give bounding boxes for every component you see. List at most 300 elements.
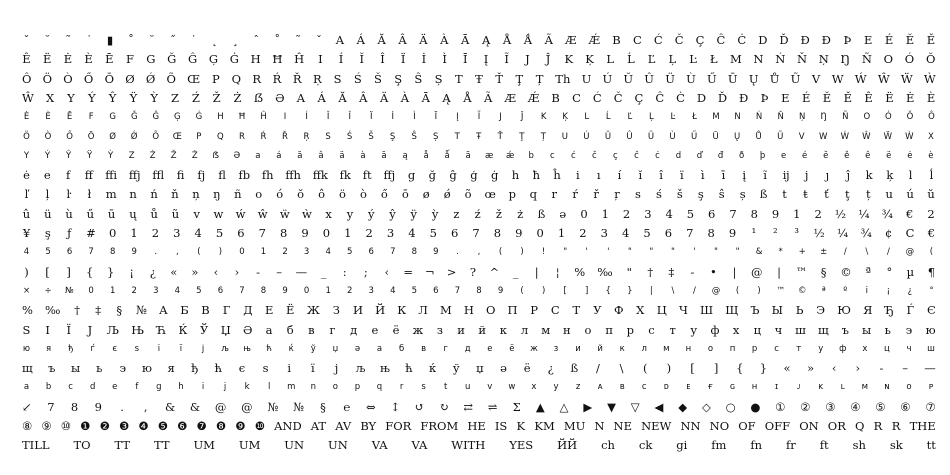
glyph: 2: [131, 285, 137, 296]
glyph: _: [320, 264, 327, 279]
glyph: E: [781, 90, 790, 105]
glyph: .: [154, 247, 158, 258]
glyph: ③: [825, 399, 836, 414]
glyph: 2: [927, 206, 935, 221]
glyph: ↻: [439, 399, 449, 414]
glyph: D: [696, 90, 707, 105]
glyph: Ŧ: [475, 71, 483, 86]
glyph: Г: [222, 303, 231, 318]
glyph: OF: [738, 419, 756, 433]
glyph: fj: [197, 168, 206, 183]
glyph: Ř: [292, 71, 302, 86]
glyph: ж: [412, 322, 424, 337]
glyph: ft: [362, 168, 372, 183]
glyph: {: [736, 361, 744, 376]
glyph: n: [310, 382, 316, 393]
glyph: 5: [346, 247, 353, 258]
glyph: ½: [813, 226, 825, 240]
glyph: 4: [390, 285, 396, 296]
glyph: ž: [495, 206, 502, 221]
glyph: s: [635, 187, 641, 202]
glyph: .: [120, 399, 124, 414]
glyph: (: [197, 247, 201, 258]
glyph: ş: [697, 187, 704, 202]
glyph: ł: [87, 187, 92, 202]
glyph: Љ: [106, 322, 120, 337]
glyph: ɢ: [729, 382, 736, 393]
glyph: p: [354, 382, 361, 393]
glyph: Ū: [727, 71, 738, 86]
glyph: Σ: [512, 399, 521, 414]
glyph: °: [886, 264, 893, 279]
glyph: ч: [774, 322, 783, 337]
glyph: ё: [523, 361, 531, 376]
glyph: ş: [44, 226, 51, 240]
glyph: ˚: [274, 33, 281, 47]
glyph: Ü: [665, 71, 675, 86]
glyph: 2: [365, 226, 373, 240]
glyph: ß: [570, 361, 579, 376]
glyph: À: [400, 90, 410, 105]
glyph: ı: [596, 168, 601, 183]
glyph: Ŏ: [906, 112, 914, 123]
glyph: Ǿ: [130, 131, 138, 142]
glyph: ņ: [192, 187, 200, 202]
glyph: ᴋ: [818, 382, 824, 393]
glyph: NO: [709, 419, 730, 433]
glyph: Í: [305, 112, 308, 123]
glyph: 0: [239, 247, 245, 258]
glyph: Э: [816, 303, 826, 318]
glyph: §: [116, 303, 123, 318]
glyph: С: [550, 303, 560, 318]
glyph: 4: [621, 226, 630, 240]
glyph: (: [520, 285, 524, 296]
glyph: é: [802, 150, 808, 161]
glyph: WITH: [451, 438, 486, 453]
glyph: Ń: [755, 112, 763, 123]
glyph: M: [712, 112, 720, 123]
glyph: ¬: [425, 264, 435, 279]
glyph: L: [584, 112, 590, 123]
glyph: Џ: [220, 322, 231, 337]
glyph: ы: [70, 361, 81, 376]
glyph-row: [22, 89, 936, 108]
glyph: Q: [217, 131, 224, 142]
glyph: ї: [311, 361, 315, 376]
glyph: VA: [411, 438, 428, 453]
glyph: fl: [218, 168, 226, 183]
glyph: k: [865, 168, 873, 183]
glyph: Đ: [738, 90, 749, 105]
glyph: ○: [725, 399, 736, 414]
glyph: ™: [795, 264, 808, 279]
glyph: ⇌: [487, 399, 498, 414]
glyph: AT: [310, 419, 327, 433]
glyph: Ä: [419, 33, 428, 47]
glyph: ▮: [106, 33, 114, 47]
glyph: ĕ: [823, 150, 829, 161]
glyph: Ç: [634, 90, 644, 105]
glyph: ȷ: [825, 168, 830, 183]
glyph: &: [164, 399, 176, 414]
glyph: Ţ: [515, 71, 524, 86]
glyph: ④: [850, 399, 861, 414]
glyph: 9: [433, 247, 439, 258]
glyph: ❼: [196, 419, 207, 433]
glyph: Ž: [212, 90, 221, 105]
glyph: △: [559, 399, 569, 414]
glyph-row: [22, 166, 936, 185]
glyph: э: [119, 361, 127, 376]
glyph: R: [252, 71, 262, 86]
glyph: ǿ: [443, 187, 451, 202]
glyph: +: [798, 247, 806, 258]
glyph: ON: [799, 419, 819, 433]
glyph: Â: [359, 90, 368, 105]
glyph: N: [734, 112, 741, 123]
glyph: FOR: [385, 419, 412, 433]
glyph: %: [22, 303, 33, 318]
glyph: Ѓ: [906, 303, 915, 318]
glyph: À: [440, 33, 449, 47]
glyph: e: [781, 150, 787, 161]
glyph: F: [126, 52, 134, 67]
glyph: Ó: [904, 52, 915, 67]
glyph: Ĭ: [326, 112, 330, 123]
glyph: @: [751, 264, 763, 279]
glyph: É: [884, 33, 894, 47]
glyph: Ș: [432, 131, 439, 142]
glyph: ø: [422, 187, 430, 202]
glyph: fm: [711, 438, 727, 453]
glyph: Õ: [152, 131, 160, 142]
glyph: C: [905, 226, 915, 240]
glyph: Ù: [669, 131, 676, 142]
glyph: ѓ: [90, 343, 95, 354]
glyph: Ģ: [174, 112, 181, 123]
glyph: у: [690, 322, 698, 337]
glyph: |: [777, 264, 782, 279]
glyph: KM: [534, 419, 555, 433]
glyph: ,: [477, 247, 481, 258]
glyph: Ǿ: [145, 71, 156, 86]
glyph: Ĵ: [545, 52, 551, 67]
glyph: 7: [88, 247, 94, 258]
glyph: Î: [380, 52, 385, 67]
glyph: 0: [322, 226, 331, 240]
glyph: B: [551, 90, 560, 105]
glyph: YES: [509, 438, 534, 453]
glyph: ▶: [583, 399, 593, 414]
glyph: Ļ: [668, 52, 677, 67]
glyph: Č: [613, 90, 623, 105]
glyph: h: [178, 382, 184, 393]
glyph: е: [487, 343, 493, 354]
glyph: z: [453, 206, 460, 221]
glyph: ¡: [886, 285, 891, 296]
glyph: Á: [317, 90, 326, 105]
glyph: ↺: [414, 399, 425, 414]
glyph: Ā: [461, 33, 470, 47]
glyph: 7: [729, 206, 737, 221]
glyph: È: [45, 112, 51, 123]
glyph: 2: [282, 247, 288, 258]
glyph: х: [732, 322, 740, 337]
glyph: М: [440, 303, 452, 318]
glyph: ●: [750, 399, 761, 414]
glyph: Ŀ: [689, 52, 697, 67]
glyph: \: [865, 247, 869, 258]
glyph: ª: [821, 285, 826, 296]
glyph: Ŷ: [65, 150, 72, 161]
glyph: Ė: [906, 90, 915, 105]
glyph: sh: [852, 438, 866, 453]
glyph: á: [276, 150, 282, 161]
glyph: d: [675, 150, 682, 161]
glyph: ˘: [148, 33, 155, 47]
glyph: ❷: [99, 419, 110, 433]
glyph: Ň: [777, 112, 784, 123]
glyph: †: [647, 264, 654, 279]
glyph: 3: [644, 206, 652, 221]
glyph: Ŭ: [623, 71, 634, 86]
glyph: ğ: [428, 168, 436, 183]
glyph: Ņ: [799, 112, 806, 123]
glyph: ¸: [232, 33, 239, 47]
glyph: №: [267, 399, 279, 414]
glyph: ▽: [630, 399, 640, 414]
glyph: ц: [753, 322, 761, 337]
glyph: 4: [408, 226, 416, 240]
glyph: ˝: [169, 33, 176, 47]
glyph: ▼: [607, 399, 616, 414]
glyph: ń: [150, 187, 158, 202]
glyph: и: [575, 343, 581, 354]
glyph: 7: [686, 226, 694, 240]
glyph: ț: [865, 187, 871, 202]
glyph: ÷: [44, 285, 52, 296]
glyph: Ħ: [238, 112, 246, 123]
glyph: ŏ: [297, 187, 305, 202]
glyph: i: [865, 285, 869, 296]
glyph: Ķ: [585, 52, 594, 67]
glyph: _: [512, 264, 519, 279]
glyph: Ų: [734, 131, 741, 142]
glyph: Ď: [779, 33, 789, 47]
glyph: UN: [328, 438, 348, 453]
glyph-row: [22, 205, 936, 224]
glyph-row: [22, 70, 936, 89]
glyph: 9: [728, 226, 737, 240]
glyph: Л: [418, 303, 428, 318]
glyph: ь: [884, 322, 891, 337]
glyph: Ą: [442, 90, 451, 105]
glyph: a: [23, 382, 30, 393]
glyph: ffk: [312, 168, 328, 183]
glyph: 8: [493, 226, 502, 240]
glyph: к: [499, 322, 507, 337]
glyph: 3: [600, 226, 608, 240]
glyph: 4: [325, 247, 331, 258]
glyph: J: [499, 112, 502, 123]
glyph: [: [45, 264, 50, 279]
glyph: Я: [863, 303, 873, 318]
glyph-row: [22, 263, 936, 282]
glyph: ‡: [668, 264, 675, 279]
glyph: ": [563, 247, 568, 258]
glyph: з: [436, 322, 444, 337]
glyph: ъ: [841, 322, 849, 337]
glyph: Ú: [583, 131, 590, 142]
glyph: Ĥ: [260, 112, 267, 123]
glyph: ǽ: [506, 150, 515, 161]
glyph: \: [619, 361, 624, 376]
glyph: 2: [622, 206, 631, 221]
glyph: ): [541, 285, 546, 296]
glyph-row: [22, 147, 936, 166]
glyph: Ń: [775, 52, 786, 67]
glyph: (: [735, 285, 740, 296]
glyph: И: [352, 303, 363, 318]
glyph: Щ: [725, 303, 739, 318]
glyph: ⑦: [925, 399, 936, 414]
glyph: Ň: [796, 52, 808, 67]
glyph: |: [732, 264, 737, 279]
glyph: г: [329, 322, 336, 337]
glyph: ⑧: [22, 419, 33, 433]
glyph: м: [663, 343, 670, 354]
glyph: ˜: [65, 33, 72, 47]
glyph: ¿: [149, 264, 156, 279]
glyph: џ: [476, 361, 484, 376]
glyph: ^: [489, 264, 500, 279]
glyph: ɴ: [884, 382, 890, 393]
glyph: õ: [464, 187, 472, 202]
glyph: 8: [70, 399, 79, 414]
glyph: ↕: [390, 399, 400, 414]
glyph: 0: [536, 226, 544, 240]
glyph: Ô: [22, 71, 32, 86]
glyph: Ē: [66, 112, 73, 123]
glyph: 9: [515, 226, 523, 240]
glyph: e: [112, 382, 118, 393]
glyph: ❻: [177, 419, 188, 433]
glyph: ß: [537, 206, 546, 221]
glyph: Ğ: [130, 112, 138, 123]
glyph: ќ: [288, 343, 294, 354]
glyph: Ẅ: [883, 131, 893, 142]
glyph: †: [74, 303, 80, 318]
glyph: о: [584, 322, 592, 337]
glyph: ¡: [129, 264, 135, 279]
glyph: đ: [717, 150, 724, 161]
glyph: Ç: [695, 33, 705, 47]
glyph: ': [693, 247, 696, 258]
glyph: I: [283, 112, 287, 123]
glyph: ck: [638, 438, 653, 453]
glyph: џ: [332, 343, 339, 354]
glyph: Ť: [495, 71, 504, 86]
glyph: ʙ: [619, 382, 625, 393]
glyph: Ю: [837, 303, 851, 318]
glyph: 0: [303, 285, 310, 296]
glyph: V: [811, 71, 821, 86]
glyph: Š: [368, 131, 374, 142]
glyph: Ă: [338, 90, 347, 105]
glyph: o: [255, 187, 263, 202]
glyph: ¹: [751, 226, 757, 240]
glyph: ä: [339, 150, 345, 161]
glyph: Ŝ: [414, 71, 423, 86]
glyph: OR: [827, 419, 846, 433]
glyph: g: [156, 382, 162, 393]
glyph: Å: [502, 33, 512, 47]
glyph: 5: [429, 226, 437, 240]
glyph: TT: [114, 438, 131, 453]
glyph: ü: [44, 206, 52, 221]
glyph: ◆: [678, 399, 688, 414]
glyph: Ė: [63, 52, 73, 67]
glyph: ◇: [701, 399, 711, 414]
glyph-row: [22, 50, 936, 69]
glyph: ў: [310, 343, 316, 354]
glyph: Ẁ: [905, 131, 914, 142]
glyph: Ġ: [229, 52, 239, 67]
glyph: ļ: [45, 187, 50, 202]
glyph-row: [22, 378, 936, 397]
glyph: Ĭ: [359, 52, 365, 67]
glyph: 3: [386, 226, 395, 240]
glyph: 9: [497, 285, 504, 296]
glyph: Õ: [166, 71, 176, 86]
glyph: w: [213, 206, 224, 221]
glyph: å: [423, 150, 429, 161]
glyph: Ћ: [156, 322, 167, 337]
glyph: *: [778, 247, 783, 258]
glyph: Ő: [66, 131, 73, 142]
glyph: Y: [67, 90, 75, 105]
glyph: t: [444, 382, 448, 393]
glyph: Ã: [544, 33, 553, 47]
glyph: fh: [261, 168, 274, 183]
glyph: x: [531, 382, 537, 393]
glyph: Ъ: [750, 303, 760, 318]
glyph: Ĺ: [627, 52, 635, 67]
glyph: Ә: [242, 322, 253, 337]
glyph: Â: [398, 33, 407, 47]
glyph: Í: [338, 52, 344, 67]
glyph-row: [22, 301, 936, 320]
glyph: ŀ: [66, 187, 71, 202]
glyph: ": [627, 247, 632, 258]
glyph: Б: [180, 303, 189, 318]
glyph: 5: [643, 226, 651, 240]
glyph: B: [612, 33, 621, 47]
glyph: @: [905, 247, 915, 258]
glyph: ŗ: [614, 187, 620, 202]
glyph: TT: [153, 438, 170, 453]
glyph: Њ: [131, 322, 145, 337]
glyph: 1: [557, 226, 566, 240]
glyph: THE: [909, 419, 936, 433]
glyph: ĩ: [763, 168, 767, 183]
glyph: ,: [143, 399, 148, 414]
glyph: 2: [579, 226, 587, 240]
glyph: 1: [109, 285, 116, 296]
glyph: Ē: [105, 52, 114, 67]
glyph: 5: [215, 226, 224, 240]
